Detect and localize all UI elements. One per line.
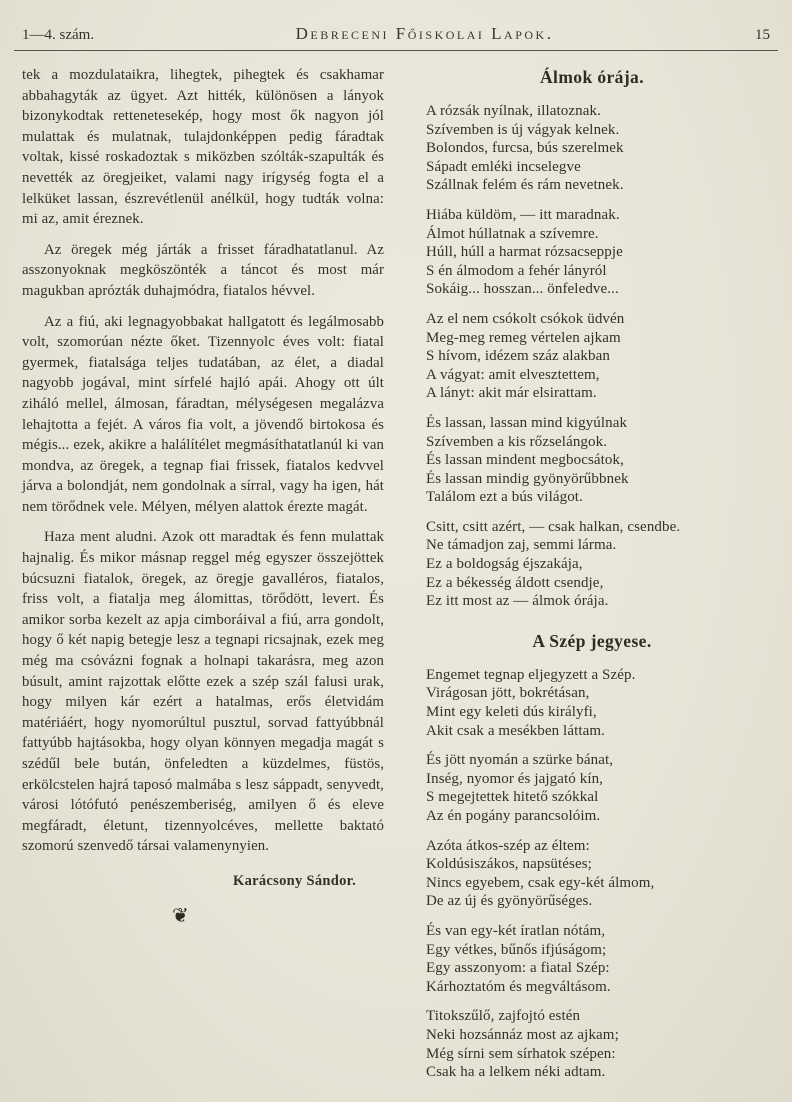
- poem-line: Csitt, csitt azért, — csak halkan, csendbe.: [426, 518, 681, 535]
- poem-line: Álmot húllatnak a szívemre.: [426, 225, 599, 242]
- story-paragraph: Haza ment aludni. Azok ott maradtak és fenn mulattak hajnalig. És mikor másnap reggel még egyszer összejöttek búcsuzni fiatalok, öregek, az öregje gavalléros, fiatalos, friss volt, a fiatalja meg álomittas, törődött, levert. És amikor sorba kezelt az apja cimboráival a fiú, arra gondolt, hogy ő két napig betegje lesz a tegnapi ricsajnak, ezek meg még ma csóvázni fognak a holnapi takarásra, meg azon búsult, amint rajzottak előtte ezek a szép szál falusi urak, hogy milyen kár ezért a hatalmas, erős életvidám matériáért, hogy nyomorúltul pusztul, sorvad fattyúbbnál fattyúbb hajtásokba, hogy olyan könnyen megadja magát s szédűl bele bután, önfeledten a küzdelmes, füstös, erkölcstelen hajrá taposó malmába s lesz sáppadt, senyvedt, városi lótófutó penészemberiség, amilyen ő és eleve megfáradt, életunt, tizennyolcéves, mellette baktató szomorú szenvedő társai valamenynyien.: [22, 529, 384, 855]
- poem-line: Csak ha a lelkem néki adtam.: [426, 1064, 606, 1081]
- poem-line: Bolondos, furcsa, bús szerelmek: [426, 140, 624, 157]
- poem-stanza: [414, 751, 770, 825]
- poem-line: Egy vétkes, bűnős ifjúságom;: [426, 941, 607, 958]
- poem-line: Nincs egyebem, csak egy-két álmom,: [426, 874, 655, 891]
- poem-stanza: [414, 666, 770, 740]
- issue-number: 1—4. szám.: [22, 27, 95, 43]
- poem-line: Még sírni sem sírhatok szépen:: [426, 1045, 616, 1062]
- poem-title: A Szép jegyese.: [532, 630, 652, 651]
- poem-line: Ez a boldogság éjszakája,: [426, 556, 583, 573]
- poem-line: Ez itt most az — álmok órája.: [426, 593, 609, 610]
- poem-stanza: [414, 102, 770, 195]
- poem-line: Kárhoztatóm és megváltásom.: [426, 978, 611, 995]
- poem-line: Neki hozsánnáz most az ajkam;: [426, 1026, 619, 1043]
- poem-line: És lassan mindig gyönyörűbbnek: [426, 470, 629, 487]
- poem: [414, 631, 770, 1082]
- poem-line: Szívemben is új vágyak kelnek.: [426, 121, 620, 138]
- poem-line: Hiába küldöm, — itt maradnak.: [426, 206, 620, 223]
- poem-line: Találom ezt a bús világot.: [426, 489, 583, 506]
- poem-line: Az én pogány parancsolóim.: [426, 808, 601, 824]
- page-columns: [0, 51, 792, 1093]
- journal-title: Debreceni Főiskolai Lapok.: [295, 24, 554, 43]
- poem: [414, 67, 770, 611]
- poem-line: Akit csak a mesékben láttam.: [426, 722, 605, 739]
- poem-line: Szívemben a kis rőzselángok.: [426, 433, 608, 450]
- poem-line: Ez a békesség áldott csendje,: [426, 574, 604, 591]
- poem-line: Koldúsiszákos, napsütéses;: [426, 856, 592, 873]
- poem-line: És van egy-két íratlan nótám,: [426, 922, 606, 939]
- poem-line: Az el nem csókolt csókok üdvén: [426, 310, 625, 327]
- poem-line: S megejtettek hitető szókkal: [426, 789, 599, 806]
- poem-line: Húll, húll a harmat rózsacseppje: [426, 244, 623, 261]
- page-number: 15: [755, 27, 770, 43]
- poem-line: Meg-meg remeg vértelen ajkam: [426, 329, 621, 346]
- poem-line: Engemet tegnap eljegyzett a Szép.: [426, 666, 636, 683]
- poem-stanza: [414, 414, 770, 507]
- poem-line: Virágosan jött, bokrétásan,: [426, 685, 590, 702]
- fleuron-ornament: ❦: [172, 904, 189, 927]
- poem-line: De az új és gyönyörűséges.: [426, 893, 593, 910]
- poem-line: Inség, nyomor és jajgató kín,: [426, 770, 604, 787]
- poem-line: A vágyat: amit elvesztettem,: [426, 366, 600, 383]
- poem-line: Ne támadjon zaj, semmi lárma.: [426, 537, 617, 554]
- story-paragraphs: [22, 65, 384, 857]
- poem-stanza: [414, 206, 770, 299]
- poem-line: Mint egy keleti dús királyfi,: [426, 704, 597, 721]
- author-signature: Karácsony Sándor.: [232, 872, 356, 889]
- poem-line: A rózsák nyílnak, illatoznak.: [426, 103, 601, 119]
- poem-line: Azóta átkos-szép az éltem:: [426, 837, 590, 854]
- poem-line: És lassan, lassan mind kigyúlnak: [426, 414, 628, 431]
- poem-stanza: [414, 518, 770, 611]
- poem-stanza: [414, 1007, 770, 1081]
- poem-stanza: [414, 310, 770, 403]
- story-paragraph: Az öregek még járták a frisset fáradhatatlanul. Az asszonyoknak megköszönték a táncot és most már magukban aprózták duhajmódra, fiatalos hévvel.: [22, 241, 384, 299]
- poem-stanza: [414, 837, 770, 911]
- poems-column: [414, 65, 770, 1093]
- poems: [414, 67, 770, 1082]
- poem-line: S hívom, idézem száz alakban: [426, 348, 610, 365]
- story-column: [22, 65, 384, 1093]
- poem-line: Egy asszonyom: a fiatal Szép:: [426, 960, 610, 977]
- poem-line: A lányt: akit már elsirattam.: [426, 385, 597, 402]
- poem-line: Szállnak felém és rám nevetnek.: [426, 177, 624, 194]
- poem-line: Sápadt emléki incselegve: [426, 158, 581, 175]
- poem-line: S én álmodom a fehér lányról: [426, 262, 607, 279]
- poem-line: Sokáig... hosszan... önfeledve...: [426, 281, 619, 298]
- masthead: [0, 0, 792, 48]
- story-paragraph: tek a mozdulataikra, lihegtek, pihegtek és csakhamar abbahagyták az ügyet. Azt hitték, különösen a lányok bizonykodtak rettenetesekép, hogy most ők nagyon jól mulattak és mulatnak, tulajdonképpen pedig fáradtak voltak, kissé roskadoztak s miközben szólták-szapulták és nevették az öregjeiket, valami nagy irígység fogta el a lelküket lassan, észrevétlenül anélkül, hogy tudták volna: mi az, amit éreznek.: [22, 67, 384, 228]
- poem-stanza: [414, 922, 770, 996]
- poem-line: És lassan mindent megbocsátok,: [426, 452, 624, 469]
- poem-line: És jött nyomán a szürke bánat,: [426, 752, 614, 769]
- poem-line: Titokszűlő, zajfojtó estén: [426, 1008, 581, 1025]
- poem-title: Álmok órája.: [540, 67, 644, 87]
- story-paragraph: Az a fiú, aki legnagyobbakat hallgatott és legálmosabb volt, szomorúan nézte őket. Tizennyolc éves volt: fiatal gyermek, fiatalsága teljes tudatában, az élet, a diadal nagyobb jogával, mint sírfelé hajló apái. Ahogy ott últ ziháló mellel, álmosan, fáradtan, mélységesen megalázva lehajtotta a fejét. A város fia volt, a jövendő birtokosa és mégis... ezek, akikre a halálítélet megmásíthatatlanúl ki van mondva, az öregek, a tegnap fiai frissek, fiatalos kedvvel járva a bolondját, nem gondolnak a sírral, vagy ha igen, hát nem törődnek vele. Mélyen, mélyen alattok érezte magát.: [22, 313, 384, 515]
